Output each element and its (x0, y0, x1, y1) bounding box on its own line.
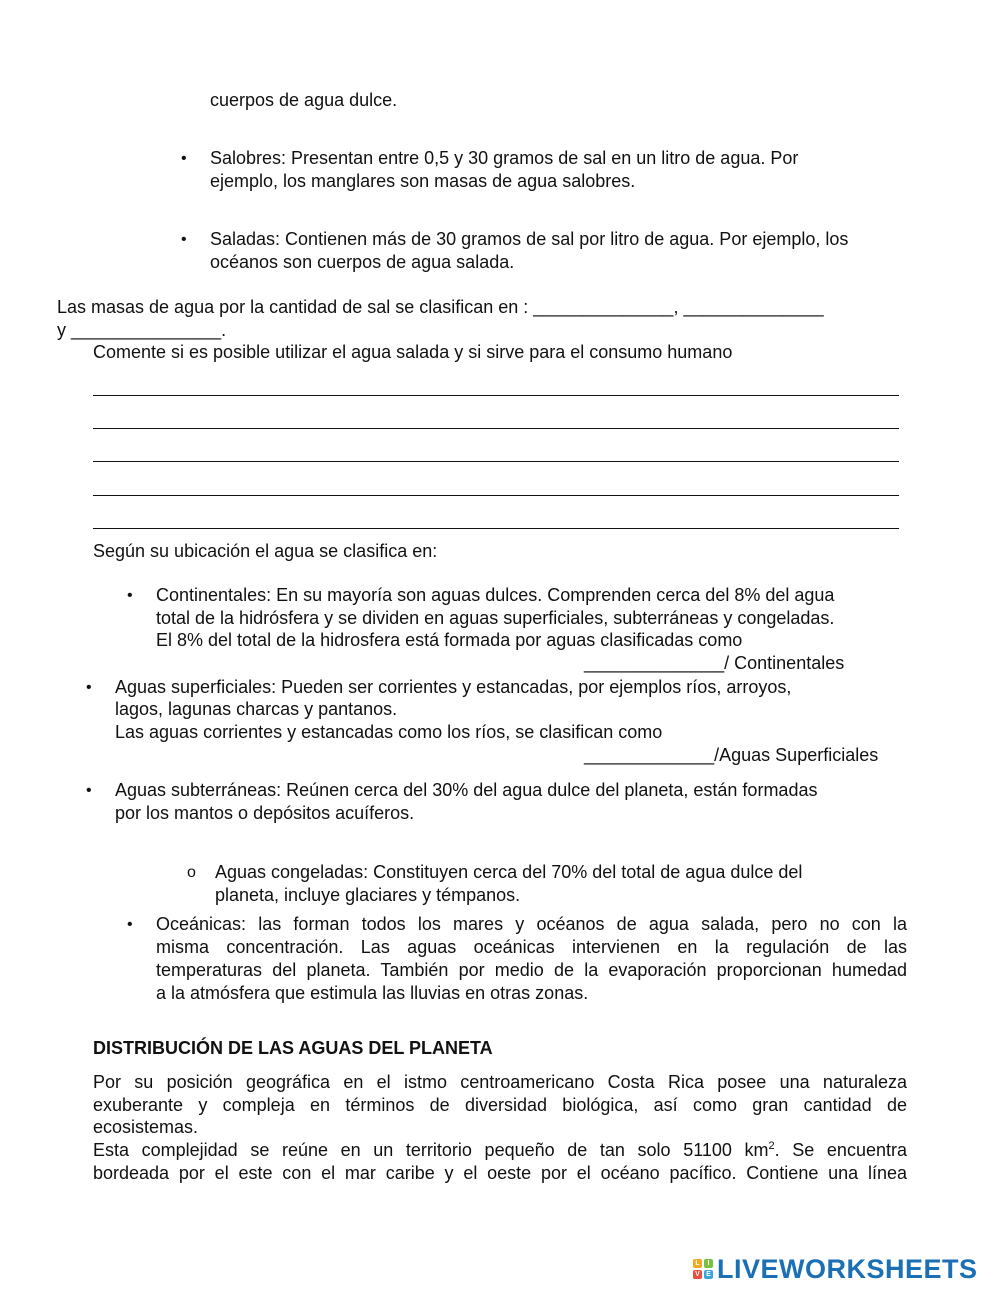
logo-mark-cell: E (704, 1270, 713, 1279)
bullet-saladas: • (181, 231, 187, 248)
salobres-line-1: Salobres: Presentan entre 0,5 y 30 gramos de sal en un litro de agua. Por (210, 148, 799, 168)
continentales-line-3: El 8% del total de la hidrosfera está formada por aguas clasificadas como (156, 630, 743, 650)
answer-line[interactable] (93, 495, 899, 496)
logo-text: LIVEWORKSHEETS (717, 1253, 978, 1284)
question-agua-salada: Comente si es posible utilizar el agua salada y si sirve para el consumo humano (93, 342, 733, 362)
saladas-line-2: océanos son cuerpos de agua salada. (210, 252, 515, 272)
distribucion-para1-line-2: exuberante y compleja en términos de diversidad biológica, así como gran cantidad de (93, 1095, 907, 1115)
distribucion-heading: DISTRIBUCIÓN DE LAS AGUAS DEL PLANETA (93, 1038, 493, 1058)
oceanicas-line-4: a la atmósfera que estimula las lluvias en otras zonas. (156, 983, 589, 1003)
distribucion-para2-line-2: bordeada por el este con el mar caribe y el oeste por el océano pacífico. Contiene una línea (93, 1163, 907, 1183)
continentales-blank[interactable]: ______________/ Continentales (584, 653, 845, 673)
answer-line[interactable] (93, 395, 899, 396)
superficiales-line-1: Aguas superficiales: Pueden ser corrientes y estancadas, por ejemplos ríos, arroyos, (115, 677, 792, 697)
answer-line[interactable] (93, 461, 899, 462)
superscript: 2 (768, 1140, 775, 1152)
question-salinidad-line-1: Las masas de agua por la cantidad de sal se clasifican en : ______________, ______________ (57, 297, 824, 317)
superficiales-line-3: Las aguas corrientes y estancadas como los ríos, se clasifican como (115, 722, 663, 742)
question-salinidad-line-2: y _______________. (57, 320, 227, 340)
subterraneas-line-1: Aguas subterráneas: Reúnen cerca del 30% del agua dulce del planeta, están formadas (115, 780, 818, 800)
logo-mark-icon (693, 1259, 713, 1279)
liveworksheets-logo (693, 1254, 978, 1284)
superficiales-line-2: lagos, lagunas charcas y pantanos. (115, 699, 398, 719)
subterraneas-line-2: por los mantos o depósitos acuíferos. (115, 803, 415, 823)
congeladas-line-2: planeta, incluye glaciares y témpanos. (215, 885, 521, 905)
continentales-line-1: Continentales: En su mayoría son aguas dulces. Comprenden cerca del 8% del agua (156, 585, 835, 605)
distribucion-para2-line-1: Esta complejidad se reúne en un territorio pequeño de tan solo 51100 $km^2$. Se encuentra (93, 1140, 907, 1160)
oceanicas-line-1: Oceánicas: las forman todos los mares y océanos de agua salada, pero no con la (156, 914, 907, 934)
answer-line[interactable] (93, 528, 899, 529)
ubicacion-heading: Según su ubicación el agua se clasifica en: (93, 541, 438, 561)
bullet-salobres: • (181, 150, 187, 167)
distribucion-para1-line-1: Por su posición geográfica en el istmo centroamericano Costa Rica posee una naturaleza (93, 1072, 907, 1092)
bullet-superficiales: • (86, 679, 92, 696)
salobres-line-2: ejemplo, los manglares son masas de agua salobres. (210, 171, 636, 191)
congeladas-line-1: Aguas congeladas: Constituyen cerca del 70% del total de agua dulce del (215, 862, 803, 882)
saladas-line-1: Saladas: Contienen más de 30 gramos de sal por litro de agua. Por ejemplo, los (210, 229, 849, 249)
superficiales-blank[interactable]: _____________/Aguas Superficiales (584, 745, 879, 765)
bullet-continentales: • (127, 587, 133, 604)
logo-mark-cell: I (704, 1259, 713, 1268)
logo-mark-cell: L (693, 1259, 702, 1268)
intro-continuation: cuerpos de agua dulce. (210, 90, 398, 110)
logo-mark-cell: V (693, 1270, 702, 1279)
oceanicas-line-2: misma concentración. Las aguas oceánicas intervienen en la regulación de las (156, 937, 907, 957)
bullet-subterraneas: • (86, 782, 92, 799)
distribucion-para1-line-3: ecosistemas. (93, 1117, 199, 1137)
bullet-oceanicas: • (127, 916, 133, 933)
continentales-line-2: total de la hidrósfera y se dividen en aguas superficiales, subterráneas y congeladas. (156, 608, 835, 628)
bullet-congeladas: o (187, 864, 196, 881)
answer-line[interactable] (93, 428, 899, 429)
oceanicas-line-3: temperaturas del planeta. También por medio de la evaporación proporcionan humedad (156, 960, 907, 980)
